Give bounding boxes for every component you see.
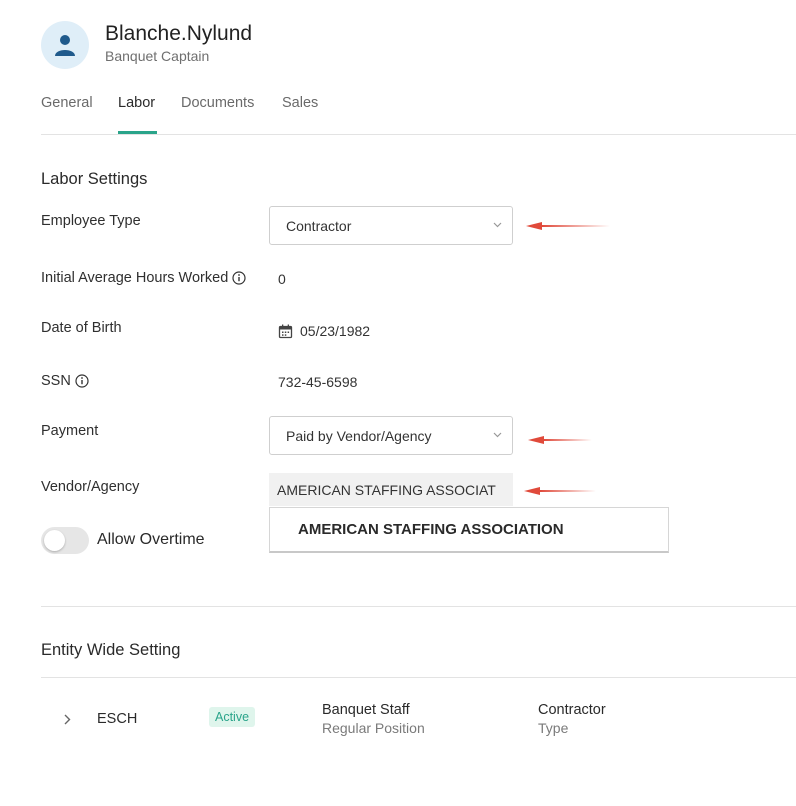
calendar-icon xyxy=(278,324,293,339)
ssn-value: 732-45-6598 xyxy=(278,374,358,390)
tab-labor[interactable]: Labor xyxy=(118,95,156,111)
employee-type-value: Contractor xyxy=(286,217,352,234)
dob-value: 05/23/1982 xyxy=(300,323,371,339)
vendor-input[interactable] xyxy=(269,473,513,506)
employee-type-select[interactable] xyxy=(269,206,513,245)
annotation-arrow xyxy=(526,431,594,449)
tabs-divider xyxy=(41,134,796,135)
entity-setting-title: Entity Wide Setting xyxy=(41,641,181,659)
vendor-suggestion-option[interactable]: AMERICAN STAFFING ASSOCIATION xyxy=(269,507,669,553)
avg-hours-row xyxy=(41,270,246,286)
payment-label: Payment xyxy=(41,423,99,439)
position-sub: Regular Position xyxy=(322,720,425,736)
dob-field[interactable] xyxy=(278,323,370,339)
profile-role: Banquet Captain xyxy=(105,48,210,64)
avatar xyxy=(41,21,89,69)
payment-value: Paid by Vendor/Agency xyxy=(286,427,432,444)
profile-name: Blanche.Nylund xyxy=(105,22,253,45)
user-icon xyxy=(54,33,76,57)
info-icon[interactable] xyxy=(75,374,89,388)
status-badge: Active xyxy=(209,707,255,727)
avg-hours-label: Initial Average Hours Worked xyxy=(41,270,229,286)
annotation-arrow xyxy=(522,482,598,500)
type-name: Contractor xyxy=(538,702,606,718)
chevron-down-icon xyxy=(493,430,502,439)
ssn-label: SSN xyxy=(41,373,71,389)
annotation-arrow xyxy=(524,217,612,235)
chevron-down-icon xyxy=(493,220,502,229)
allow-overtime-toggle[interactable] xyxy=(41,527,89,554)
type-sub: Type xyxy=(538,720,569,736)
toggle-knob xyxy=(44,530,65,551)
avg-hours-value: 0 xyxy=(278,271,286,287)
tab-documents[interactable]: Documents xyxy=(181,95,255,111)
entity-divider xyxy=(41,677,796,678)
dob-label: Date of Birth xyxy=(41,320,122,336)
labor-settings-title: Labor Settings xyxy=(41,170,148,188)
chevron-right-icon[interactable] xyxy=(62,713,72,726)
tab-general[interactable]: General xyxy=(41,95,93,111)
payment-select[interactable] xyxy=(269,416,513,455)
vendor-label: Vendor/Agency xyxy=(41,479,140,495)
section-divider xyxy=(41,606,796,607)
position-name: Banquet Staff xyxy=(322,702,410,718)
ssn-row xyxy=(41,373,89,389)
entity-code: ESCH xyxy=(97,711,138,727)
tab-sales[interactable]: Sales xyxy=(282,95,319,111)
info-icon[interactable] xyxy=(232,271,246,285)
employee-type-label: Employee Type xyxy=(41,213,141,229)
allow-overtime-label: Allow Overtime xyxy=(97,531,205,548)
